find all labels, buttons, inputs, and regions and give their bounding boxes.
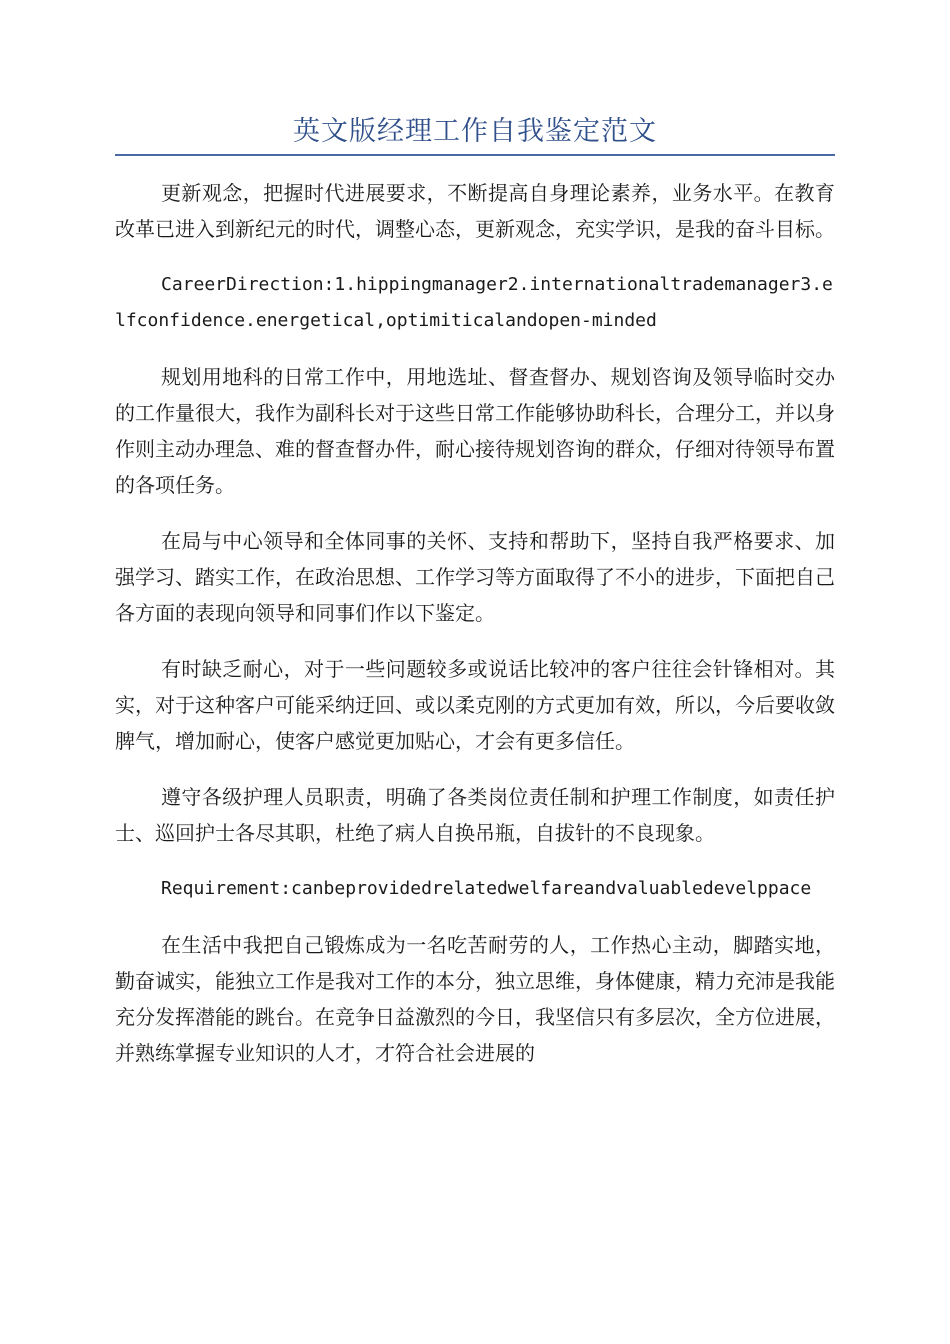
paragraph-3: 规划用地科的日常工作中，用地选址、督查督办、规划咨询及领导临时交办的工作量很大，我作为副科长对于这些日常工作能够协助科长，合理分工，并以身作则主动办理急、难的督查督办件，耐心接待规划咨询的群众，仔细对待领导布置的各项任务。	[115, 365, 835, 497]
title-underline	[115, 154, 835, 156]
paragraph-7-requirement: Requirement:canbeprovidedrelatedwelfareandvaluabledevelppace	[161, 878, 812, 899]
page-title: 英文版经理工作自我鉴定范文	[293, 116, 657, 147]
paragraph-1: 更新观念，把握时代进展要求，不断提高自身理论素养，业务水平。在教育改革已进入到新纪元的时代，调整心态，更新观念，充实学识，是我的奋斗目标。	[115, 181, 835, 241]
paragraph-2-career-direction: CareerDirection:1.hippingmanager2.internationaltrademanager3.elfconfidence.energetical,optimiticalandopen-minded	[115, 274, 833, 331]
paragraph-6: 遵守各级护理人员职责，明确了各类岗位责任制和护理工作制度，如责任护士、巡回护士各尽其职，杜绝了病人自换吊瓶，自拔针的不良现象。	[115, 785, 835, 845]
paragraph-4: 在局与中心领导和全体同事的关怀、支持和帮助下，坚持自我严格要求、加强学习、踏实工作，在政治思想、工作学习等方面取得了不小的进步，下面把自己各方面的表现向领导和同事们作以下鉴定。	[115, 529, 835, 625]
paragraph-5: 有时缺乏耐心，对于一些问题较多或说话比较冲的客户往往会针锋相对。其实，对于这种客户可能采纳迂回、或以柔克刚的方式更加有效，所以，今后要收敛脾气，增加耐心，使客户感觉更加贴心，才会有更多信任。	[115, 657, 835, 753]
document-body	[115, 175, 835, 1091]
paragraph-8: 在生活中我把自己锻炼成为一名吃苦耐劳的人，工作热心主动，脚踏实地，勤奋诚实，能独立工作是我对工作的本分，独立思维，身体健康，精力充沛是我能充分发挥潜能的跳台。在竞争日益激烈的今日，我坚信只有多层次，全方位进展，并熟练掌握专业知识的人才，才符合社会进展的	[115, 933, 835, 1065]
